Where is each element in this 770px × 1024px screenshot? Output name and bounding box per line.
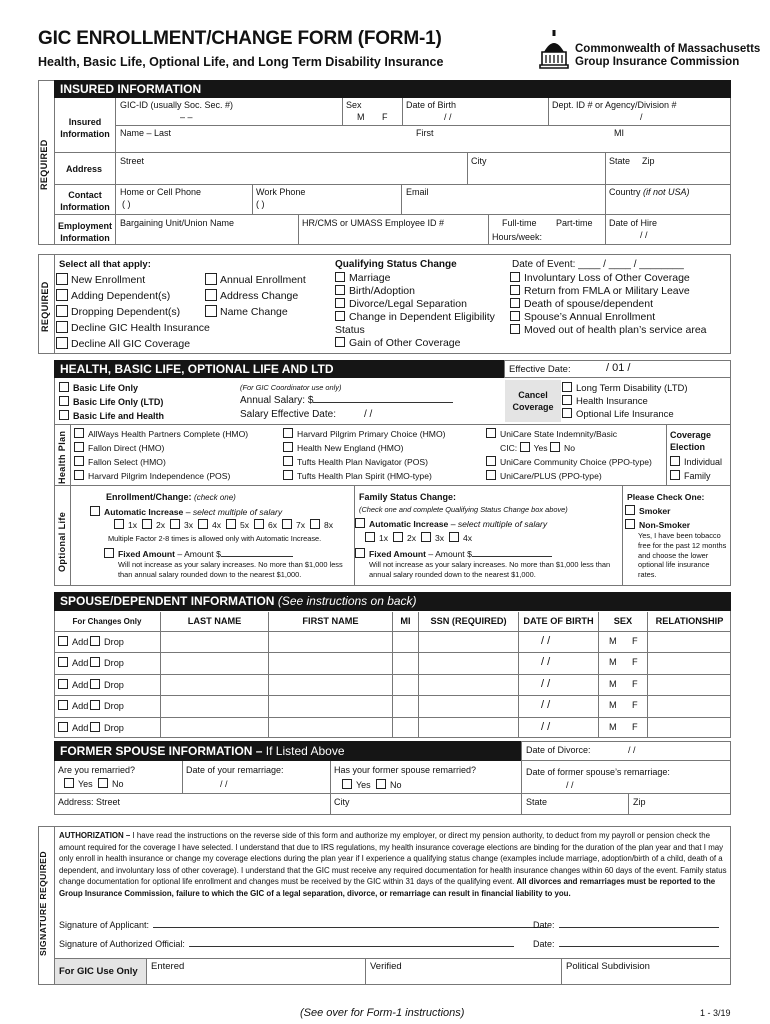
mult-b-0[interactable]: 1x <box>365 532 388 543</box>
plan-b-0[interactable]: Harvard Pilgrim Primary Choice (HMO) <box>283 428 446 439</box>
spouse-m-1[interactable]: M <box>609 657 617 668</box>
plan-a-2-checkbox[interactable] <box>74 456 84 466</box>
spouse-cell-line <box>418 695 419 716</box>
spouse-dob-2[interactable]: / / <box>541 677 551 690</box>
former-zip-label: Zip <box>633 797 646 807</box>
spouse-col-2: FIRST NAME <box>268 612 392 631</box>
spouse-cell-line <box>598 674 599 695</box>
mult-a-6-checkbox[interactable] <box>282 519 292 529</box>
enroll-change-title: Enrollment/Change: (check one) <box>106 492 236 502</box>
apply-option-b0[interactable]: Annual Enrollment <box>205 273 306 286</box>
spouse-m-2[interactable]: M <box>609 678 617 689</box>
apply-option-3-checkbox[interactable] <box>56 321 68 333</box>
plan-c-2-checkbox[interactable] <box>486 470 496 480</box>
effective-label: Effective Date: <box>509 364 571 375</box>
parttime-option[interactable]: Part-time <box>556 218 593 228</box>
spouse-cell-line <box>160 717 161 738</box>
divorce-slashes[interactable]: / / <box>628 745 636 755</box>
spouse-cell-line <box>268 631 269 652</box>
mult-b-2-checkbox[interactable] <box>421 532 431 542</box>
coord-note: (For GIC Coordinator use only) <box>240 383 342 392</box>
event-item-4-checkbox[interactable] <box>510 324 520 334</box>
life-option-0[interactable]: Basic Life Only <box>59 382 138 393</box>
factor-note: Multiple Factor 2-8 times is allowed only with Automatic Increase. <box>108 534 322 543</box>
work-phone-parens[interactable]: ( ) <box>256 199 265 209</box>
qs-item-2-checkbox[interactable] <box>335 298 345 308</box>
spouse-bar: SPOUSE/DEPENDENT INFORMATION (See instructions on back) <box>54 592 731 611</box>
former-address-label: Address: Street <box>58 797 121 807</box>
cic-row: CIC: Yes No <box>500 443 575 453</box>
qs-item-0[interactable]: Marriage <box>335 272 390 284</box>
sex-m[interactable]: M <box>357 112 365 122</box>
apply-option-3[interactable]: Decline GIC Health Insurance <box>56 321 210 334</box>
spouse-dob-0[interactable]: / / <box>541 635 551 647</box>
auth-text: AUTHORIZATION – I have read the instructions on the reverse side of this form and authorize my employer, or direct my pension authority, to deduct from my payroll or pension check the amount required for the coverage I have selected. I understand that due to IRS regulations, my health insurance coverage elections are binding for the duration of the plan year and that I may only enroll in health insurance or change my coverage elections during the plan year if I experience a qualifying status change (examples include marriage, adoption/birth of a child, death of a dependent, and involuntary loss of other coverage). I understand that the GIC must receive any required documentation for health insurance changes within 60 days of the event. Family status change documentation for optional life enrollment and changes must be received by the GIC within 31 days of the qualifying event. All divorces and remarriages must be reported to the Group Insurance Commission, failure to which the GIC of a legal separation, divorce, or remarriage can result in financial liability to you. <box>59 831 727 898</box>
remarried-no[interactable]: No <box>98 778 124 789</box>
spouse-cell-line <box>598 717 599 738</box>
home-phone-parens[interactable]: ( ) <box>122 199 131 209</box>
qs-item-1-checkbox[interactable] <box>335 285 345 295</box>
spouse-cell-line <box>392 674 393 695</box>
qs-item-3-checkbox[interactable] <box>335 311 345 321</box>
entered-label: Entered <box>151 961 185 972</box>
spouse-cell-line <box>268 652 269 673</box>
spouse-m-0[interactable]: M <box>609 636 617 646</box>
spouse-cell-line <box>598 652 599 673</box>
life-option-2-checkbox[interactable] <box>59 410 69 420</box>
life-option-2[interactable]: Basic Life and Health <box>59 410 164 421</box>
mult-b-1[interactable]: 2x <box>393 532 416 543</box>
mult-a-5-checkbox[interactable] <box>254 519 264 529</box>
plan-a-1[interactable]: Fallon Direct (HMO) <box>74 442 164 453</box>
mult-a-0-checkbox[interactable] <box>114 519 124 529</box>
spouse-cell-line <box>518 631 519 652</box>
cancel-item-0-checkbox[interactable] <box>562 382 572 392</box>
hrcms-label: HR/CMS or UMASS Employee ID # <box>302 218 445 228</box>
cancel-item-2-checkbox[interactable] <box>562 408 572 418</box>
cancel-item-1-checkbox[interactable] <box>562 395 572 405</box>
spouse-m-3[interactable]: M <box>609 700 617 711</box>
former-bar: FORMER SPOUSE INFORMATION – If Listed Above <box>54 741 521 761</box>
address-label: Address <box>66 164 103 174</box>
health-bar: HEALTH, BASIC LIFE, OPTIONAL LIFE AND LTD <box>54 360 504 378</box>
sig-applicant-date: Date: <box>533 920 719 930</box>
plan-c-1-checkbox[interactable] <box>486 456 496 466</box>
dept-slash[interactable]: / <box>640 112 643 122</box>
spouse-cell-line <box>392 717 393 738</box>
date-hire-label: Date of Hire <box>609 218 658 228</box>
apply-option-0[interactable]: New Enrollment <box>56 273 145 286</box>
qs-item-3[interactable]: Change in Dependent Eligibility Status <box>335 311 495 336</box>
street-label: Street <box>120 156 145 166</box>
cancel-item-1[interactable]: Health Insurance <box>562 395 648 407</box>
qs-item-1[interactable]: Birth/Adoption <box>335 285 415 297</box>
spouse-drop-1[interactable]: Drop <box>90 657 124 668</box>
spouse-col-0: For Changes Only <box>72 617 142 626</box>
remarried-yes[interactable]: Yes <box>64 778 93 789</box>
mult-a-1[interactable]: 2x <box>142 519 165 530</box>
state-house-logo-icon <box>536 28 572 70</box>
mult-a-0[interactable]: 1x <box>114 519 137 530</box>
dept-label: Dept. ID # or Agency/Division # <box>552 100 677 110</box>
cic-yes-box[interactable] <box>520 442 530 452</box>
life-option-1[interactable]: Basic Life Only (LTD) <box>59 396 163 407</box>
political-label: Political Subdivision <box>566 961 650 972</box>
spouse-f-3[interactable]: F <box>632 700 638 711</box>
annual-salary: Annual Salary: $ <box>240 395 453 406</box>
spouse-cell-line <box>160 631 161 652</box>
spouse-col-5: DATE OF BIRTH <box>518 612 598 631</box>
bargaining-label: Bargaining Unit/Union Name <box>120 218 235 228</box>
mult-a-3[interactable]: 4x <box>198 519 221 530</box>
plan-c-1[interactable]: UniCare Community Choice (PPO-type) <box>486 456 652 467</box>
plan-b-3[interactable]: Tufts Health Plan Spirit (HMO-type) <box>283 470 432 481</box>
date-hire-slashes[interactable]: / / <box>640 230 648 240</box>
plan-b-3-checkbox[interactable] <box>283 470 293 480</box>
apply-option-b0-checkbox[interactable] <box>205 273 217 285</box>
dob-label: Date of Birth <box>406 100 457 110</box>
insured-info-label: Insured Information <box>60 117 110 139</box>
spouse-cell-line <box>598 631 599 652</box>
mult-b-2[interactable]: 3x <box>421 532 444 543</box>
nonsmoker-note: Yes, I have been tobacco free for the past 12 months and choose the lower optional life insurance rates. <box>638 531 727 580</box>
spouse-m-4[interactable]: M <box>609 721 617 732</box>
zip-label: Zip <box>642 156 655 166</box>
auto-increase-b[interactable]: Automatic Increase – select multiple of salary <box>355 518 547 529</box>
spouse-cell-line <box>392 631 393 652</box>
fixed-note-a: Will not increase as your salary increases. No more than $1,000 less than annual salary rounded down to the nearest $1,000. <box>118 560 343 579</box>
spouse-drop-4[interactable]: Drop <box>90 722 124 733</box>
qs-heading: Qualifying Status Change <box>335 259 457 270</box>
spouse-col-6: SEX <box>598 612 647 631</box>
plan-a-0-checkbox[interactable] <box>74 428 84 438</box>
spouse-cell-line <box>647 652 648 673</box>
qs-item-0-checkbox[interactable] <box>335 272 345 282</box>
apply-option-4[interactable]: Decline All GIC Coverage <box>56 337 190 350</box>
event-item-4[interactable]: Moved out of health plan’s service area <box>510 324 720 337</box>
spouse-dob-4[interactable]: / / <box>541 720 551 733</box>
plan-c-2[interactable]: UniCare/PLUS (PPO-type) <box>486 470 602 481</box>
dob-slashes[interactable]: / / <box>444 112 452 122</box>
spouse-dob-1[interactable]: / / <box>541 656 551 669</box>
plan-a-3-checkbox[interactable] <box>74 470 84 480</box>
plan-b-0-checkbox[interactable] <box>283 428 293 438</box>
event-item-1-checkbox[interactable] <box>510 285 520 295</box>
spouse-cell-line <box>268 695 269 716</box>
event-item-0-checkbox[interactable] <box>510 272 520 282</box>
org-name-1: Commonwealth of Massachusetts <box>575 43 761 55</box>
coverage-election-label: Coverage Election <box>670 430 712 452</box>
health-plan-label: Health Plan <box>57 430 67 484</box>
spouse-add-4[interactable]: Add <box>58 722 88 733</box>
spouse-cell-line <box>392 652 393 673</box>
plan-b-1[interactable]: Health New England (HMO) <box>283 442 404 453</box>
salary-effective: Salary Effective Date: / / <box>240 409 373 420</box>
contact-label: Contact Information <box>60 190 110 212</box>
spouse-drop-0[interactable]: Drop <box>90 636 124 647</box>
gic-use-label: For GIC Use Only <box>59 966 138 977</box>
spouse-add-1[interactable]: Add <box>58 657 88 668</box>
employment-label: Employment Information <box>57 221 112 243</box>
state-label: State <box>609 156 631 166</box>
org-name-2: Group Insurance Commission <box>575 56 740 68</box>
spouse-cell-line <box>392 695 393 716</box>
plan-c-0[interactable]: UniCare State Indemnity/Basic <box>486 428 617 439</box>
effective-value[interactable]: / 01 / <box>606 362 631 374</box>
apply-option-b1-checkbox[interactable] <box>205 289 217 301</box>
fixed-note-b: Will not increase as your salary increases. No more than $1,000 less than annual salary rounded down to the nearest $1,000. <box>369 560 611 579</box>
sex-f[interactable]: F <box>382 112 388 122</box>
former-state-label: State <box>526 797 548 807</box>
cic-no-box[interactable] <box>550 442 560 452</box>
remarriage-label: Date of your remarriage: <box>186 765 284 775</box>
gic-id-label: GIC-ID (usually Soc. Sec. #) <box>120 100 234 110</box>
spouse-cell-line <box>418 652 419 673</box>
mult-a-6[interactable]: 7x <box>282 519 305 530</box>
spouse-cell-line <box>268 717 269 738</box>
event-item-3[interactable]: Spouse’s Annual Enrollment <box>510 311 655 323</box>
spouse-cell-line <box>647 717 648 738</box>
mult-b-3-checkbox[interactable] <box>449 532 459 542</box>
name-last-label: Name – Last <box>120 128 172 138</box>
plan-a-0[interactable]: AllWays Health Partners Complete (HMO) <box>74 428 248 439</box>
city-label: City <box>471 156 487 166</box>
spouse-cell-line <box>268 674 269 695</box>
spouse-drop-3[interactable]: Drop <box>90 700 124 711</box>
mult-a-7[interactable]: 8x <box>310 519 333 530</box>
spouse-cell-line <box>160 695 161 716</box>
footer-version: 1 - 3/19 <box>700 1008 731 1018</box>
form-subtitle: Health, Basic Life, Optional Life, and Long Term Disability Insurance <box>38 55 444 69</box>
required-label-1: REQUIRED <box>39 139 49 190</box>
plan-b-1-checkbox[interactable] <box>283 442 293 452</box>
plan-a-1-checkbox[interactable] <box>74 442 84 452</box>
spouse-cell-line <box>647 631 648 652</box>
life-option-0-checkbox[interactable] <box>59 382 69 392</box>
mult-b-3[interactable]: 4x <box>449 532 472 543</box>
spouse-cell-line <box>518 674 519 695</box>
nonsmoker-option[interactable]: Non-Smoker <box>625 519 690 530</box>
optional-life-label: Optional Life <box>57 511 67 572</box>
apply-option-0-checkbox[interactable] <box>56 273 68 285</box>
mult-a-4[interactable]: 5x <box>226 519 249 530</box>
qs-item-2[interactable]: Divorce/Legal Separation <box>335 298 467 310</box>
spouse-f-2[interactable]: F <box>632 678 638 689</box>
apply-option-2[interactable]: Dropping Dependent(s) <box>56 305 180 318</box>
spouse-add-3[interactable]: Add <box>58 700 88 711</box>
family-status-note: (Check one and complete Qualifying Status Change box above) <box>359 505 568 514</box>
home-phone-label: Home or Cell Phone <box>120 187 202 197</box>
mult-a-4-checkbox[interactable] <box>226 519 236 529</box>
event-item-2-checkbox[interactable] <box>510 298 520 308</box>
spouse-cell-line <box>418 631 419 652</box>
apply-option-1[interactable]: Adding Dependent(s) <box>56 289 170 302</box>
family-option[interactable]: Family <box>670 470 711 481</box>
apply-option-b2-checkbox[interactable] <box>205 305 217 317</box>
spouse-cell-line <box>647 695 648 716</box>
mi-label: MI <box>614 128 624 138</box>
mult-a-2-checkbox[interactable] <box>170 519 180 529</box>
former-remarried-yes[interactable]: Yes <box>342 779 371 790</box>
mult-a-2[interactable]: 3x <box>170 519 193 530</box>
event-item-3-checkbox[interactable] <box>510 311 520 321</box>
plan-a-2[interactable]: Fallon Select (HMO) <box>74 456 166 467</box>
cancel-item-2[interactable]: Optional Life Insurance <box>562 408 674 420</box>
individual-option[interactable]: Individual <box>670 456 722 467</box>
divorce-label: Date of Divorce: <box>526 745 591 755</box>
smoker-option[interactable]: Smoker <box>625 505 671 516</box>
spouse-cell-line <box>647 674 648 695</box>
gic-id-dashes: – – <box>180 112 193 122</box>
spouse-col-1: LAST NAME <box>160 612 268 631</box>
former-remarried-no[interactable]: No <box>376 779 402 790</box>
event-item-0[interactable]: Involuntary Loss of Other Coverage <box>510 272 690 284</box>
spouse-f-1[interactable]: F <box>632 657 638 668</box>
remarriage-slashes[interactable]: / / <box>220 779 228 789</box>
apply-heading: Select all that apply: <box>59 259 151 270</box>
former-remarried-label: Has your former spouse remarried? <box>334 765 477 775</box>
email-label: Email <box>406 187 429 197</box>
spouse-cell-line <box>160 674 161 695</box>
life-option-1-checkbox[interactable] <box>59 396 69 406</box>
sig-official-date: Date: <box>533 939 719 949</box>
former-city-label: City <box>334 797 350 807</box>
spouse-col-4: SSN (REQUIRED) <box>418 612 518 631</box>
apply-option-2-checkbox[interactable] <box>56 305 68 317</box>
plan-b-2-checkbox[interactable] <box>283 456 293 466</box>
mult-a-7-checkbox[interactable] <box>310 519 320 529</box>
spouse-cell-line <box>598 695 599 716</box>
mult-b-1-checkbox[interactable] <box>393 532 403 542</box>
date-event[interactable]: Date of Event: ____ / ____ / ________ <box>512 259 684 270</box>
spouse-cell-line <box>418 717 419 738</box>
fulltime-option[interactable]: Full-time <box>502 218 537 228</box>
sex-label: Sex <box>346 100 362 110</box>
event-item-1[interactable]: Return from FMLA or Military Leave <box>510 285 690 297</box>
remarried-label: Are you remarried? <box>58 765 136 775</box>
former-remarriage-label: Date of former spouse’s remarriage: <box>526 767 670 777</box>
signature-required-label: SIGNATURE REQUIRED <box>38 851 48 956</box>
insured-info-bar: INSURED INFORMATION <box>54 80 731 98</box>
work-phone-label: Work Phone <box>256 187 306 197</box>
spouse-cell-line <box>160 652 161 673</box>
spouse-drop-2[interactable]: Drop <box>90 679 124 690</box>
apply-option-4-checkbox[interactable] <box>56 337 68 349</box>
mult-a-1-checkbox[interactable] <box>142 519 152 529</box>
mult-b-0-checkbox[interactable] <box>365 532 375 542</box>
mult-a-3-checkbox[interactable] <box>198 519 208 529</box>
first-name-label: First <box>416 128 434 138</box>
auto-increase-a[interactable]: Automatic Increase – select multiple of salary <box>90 506 282 517</box>
plan-c-0-checkbox[interactable] <box>486 428 496 438</box>
spouse-cell-line <box>518 652 519 673</box>
qs-item-4[interactable]: Gain of Other Coverage <box>335 337 460 349</box>
event-item-2[interactable]: Death of spouse/dependent <box>510 298 653 310</box>
spouse-cell-line <box>518 695 519 716</box>
spouse-f-4[interactable]: F <box>632 721 638 732</box>
qs-item-4-checkbox[interactable] <box>335 337 345 347</box>
form-title: GIC ENROLLMENT/CHANGE FORM (FORM-1) <box>38 28 442 49</box>
spouse-f-0[interactable]: F <box>632 636 638 646</box>
spouse-add-2[interactable]: Add <box>58 679 88 690</box>
apply-option-1-checkbox[interactable] <box>56 289 68 301</box>
country-label: Country (if not USA) <box>609 187 690 197</box>
sig-official: Signature of Authorized Official: <box>59 939 514 949</box>
spouse-col-3: MI <box>392 612 418 631</box>
fixed-amount-b[interactable]: Fixed Amount – Amount $ <box>355 548 552 559</box>
former-remarriage-slashes[interactable]: / / <box>566 780 574 790</box>
plan-b-2[interactable]: Tufts Health Plan Navigator (POS) <box>283 456 428 467</box>
apply-option-b1[interactable]: Address Change <box>205 289 298 302</box>
cancel-coverage-label: Cancel Coverage <box>512 390 554 412</box>
apply-option-b2[interactable]: Name Change <box>205 305 288 318</box>
required-label-2: REQUIRED <box>40 281 50 332</box>
spouse-add-0[interactable]: Add <box>58 636 88 647</box>
mult-a-5[interactable]: 6x <box>254 519 277 530</box>
spouse-cell-line <box>518 717 519 738</box>
please-check-one: Please Check One: <box>627 492 705 502</box>
family-status-title: Family Status Change: <box>359 492 457 502</box>
sig-applicant: Signature of Applicant: <box>59 920 548 930</box>
verified-label: Verified <box>370 961 402 972</box>
spouse-cell-line <box>418 674 419 695</box>
hours-week-label: Hours/week: <box>492 232 543 242</box>
spouse-col-7: RELATIONSHIP <box>647 612 731 631</box>
cancel-item-0[interactable]: Long Term Disability (LTD) <box>562 382 688 394</box>
plan-a-3[interactable]: Harvard Pilgrim Independence (POS) <box>74 470 230 481</box>
spouse-dob-3[interactable]: / / <box>541 699 551 712</box>
fixed-amount-a[interactable]: Fixed Amount – Amount $ <box>104 548 293 559</box>
